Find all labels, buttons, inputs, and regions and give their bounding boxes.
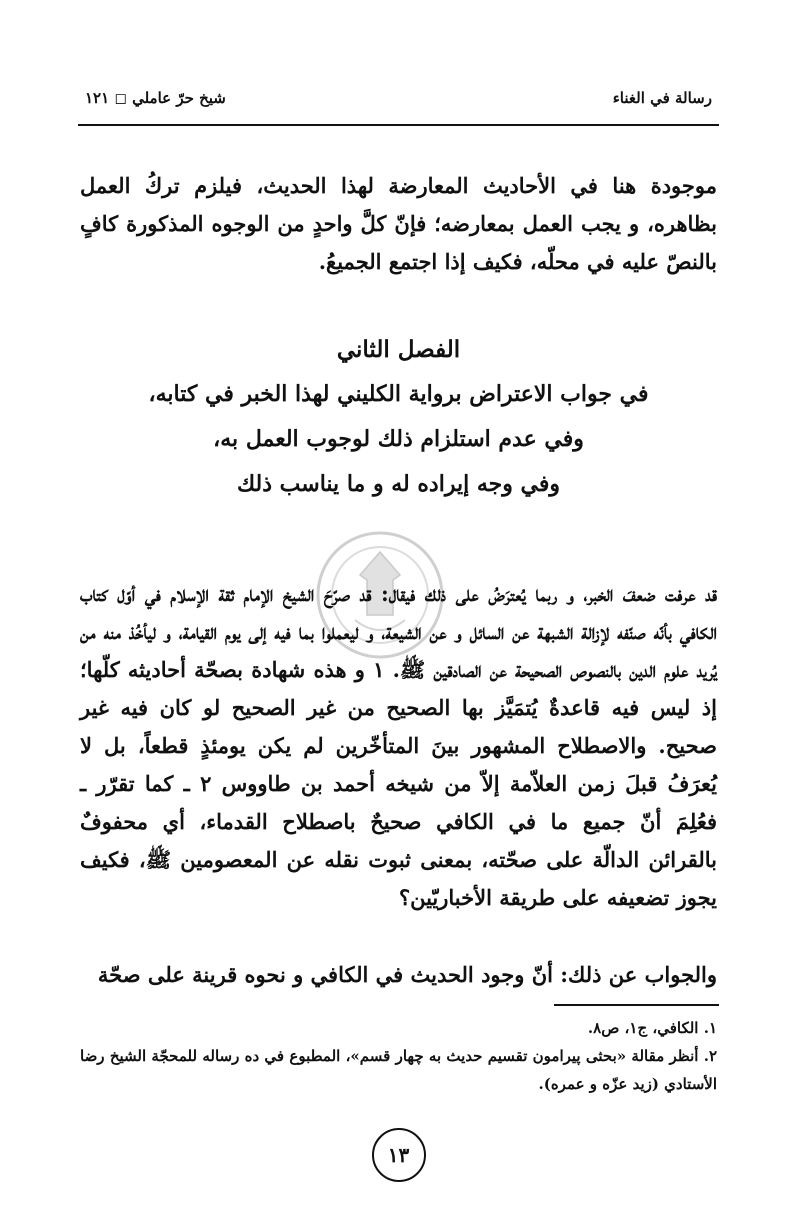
paragraph-3: والجواب عن ذلك: أنّ وجود الحديث في الكافي و نحوه قرينة على صحّة <box>97 962 717 987</box>
paragraph-1: موجودة هنا في الأحاديث المعارضة لهذا الحديث، فيلزم تركُ العمل بظاهره، و يجب العمل بمعارضه؛ فإنّ كلَّ واحدٍ من الوجوه المذكورة كافٍ بالنصّ عليه في محلّه، فكيف إذا اجتمع الجميعُ. <box>80 173 717 274</box>
footnote-2: ٢. أنظر مقالة «بحثى پيرامون تقسيم حديث به چهار قسم»، المطبوع في ده رساله للمحجّة الشيخ رضا الأستادي (زيد عزّه و عمره). <box>80 1047 717 1093</box>
header-divider <box>78 124 719 126</box>
footnotes <box>80 1014 717 1098</box>
header-author-page: شيخ حرّ عاملي ◻ ١٢١ <box>85 89 226 107</box>
footnote-divider <box>554 1004 719 1006</box>
section-title: الفصل الثاني <box>336 336 461 363</box>
header-book-title: رسالة في الغناء <box>612 89 712 107</box>
section-heading <box>120 327 677 507</box>
section-subtitle-line-3: وفي وجه إيراده له و ما يناسب ذلك <box>236 471 561 497</box>
section-subtitle-line-2: وفي عدم استلزام ذلك لوجوب العمل به، <box>213 426 584 452</box>
section-subtitle-line-1: في جواب الاعتراض برواية الكليني لهذا الخبر في كتابه، <box>148 381 649 407</box>
page-number-circle: ١٣ <box>372 1128 426 1182</box>
footnote-1: ١. الكافي، ج١، ص٨. <box>587 1019 717 1037</box>
running-header <box>85 84 712 112</box>
paragraph-2: قد عرفت ضعفَ الخبر، و ربما يُعترَضُ على ذلك فيقال: قد صرّحَ الشيخ الإمام ثقة الإسلام في أوّل كتاب الكافي بأنّه صنّفه لإزالة الشبهة عن السائل و عن الشيعة، و ليعملوا بما فيه إلى يوم القيامة، و ليأخُذ منه من يُريد علوم الدين بالنصوص الصحيحة عن الصادقين ﷺ. ١ و هذه شهادة بصحّة أحاديثه كلّها؛ إذ ليس فيه قاعدةٌ يُتمَيَّز بها الصحيح من غير الصحيح لو كان فيه غير صحيح. والاصطلاح المشهور بينَ المتأخّرين لم يكن يومئذٍ قطعاً، بل لا يُعرَفُ قبلَ زمن العلاّمة إلاّ من شيخه أحمد بن طاووس ٢ ـ كما تقرّر ـ فعُلِمَ أنّ جميع ما في الكافي صحيحٌ باصطلاح القدماء، أي محفوفٌ بالقرائن الدالّة على صحّته، بمعنى ثبوت نقله عن المعصومين ﷺ، فكيف يجوز تضعيفه على طريقة الأخباريّين؟ <box>80 581 718 910</box>
